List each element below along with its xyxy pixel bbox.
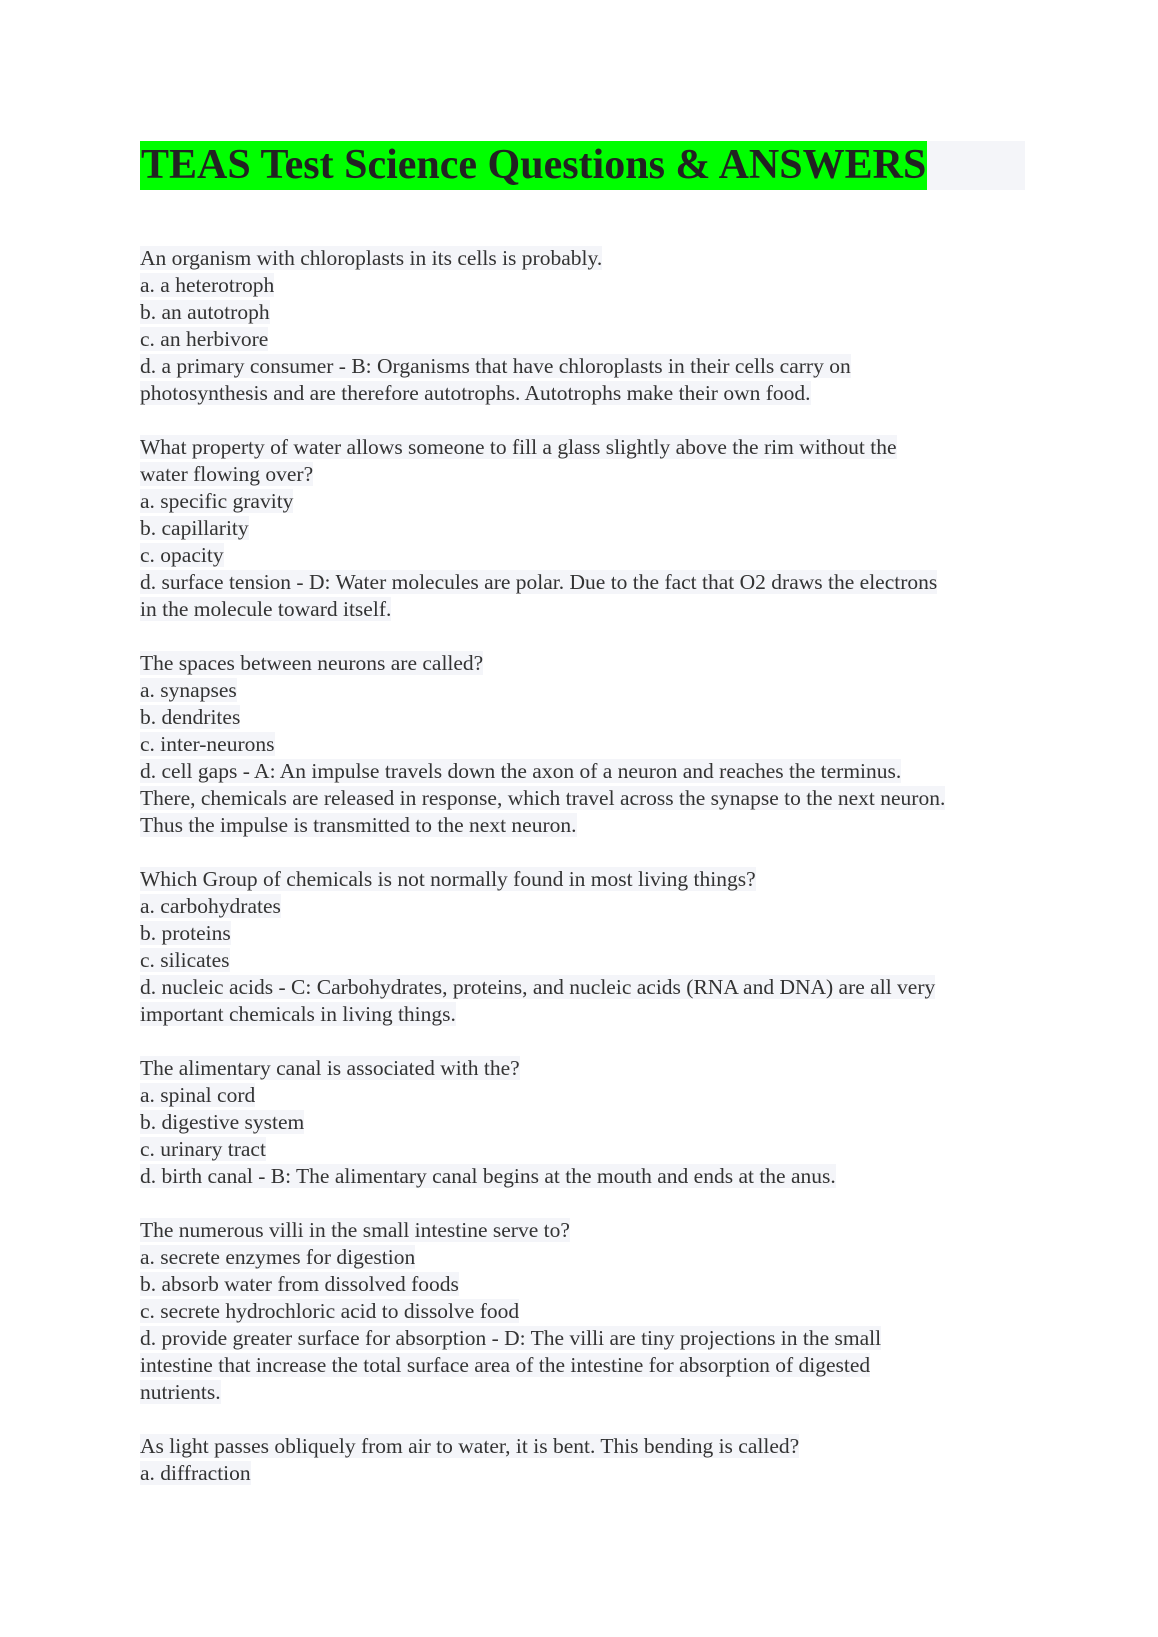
question-text: The numerous villi in the small intestine serve to? [140, 1218, 570, 1242]
answer-explanation: important chemicals in living things. [140, 1002, 456, 1026]
answer-option: c. urinary tract [140, 1137, 266, 1161]
answer-option: c. an herbivore [140, 327, 269, 351]
question-block [140, 650, 1040, 839]
answer-explanation: d. birth canal - B: The alimentary canal begins at the mouth and ends at the anus. [140, 1164, 836, 1188]
question-block [140, 434, 1040, 623]
question-block [140, 1217, 1040, 1406]
answer-explanation: nutrients. [140, 1380, 221, 1404]
document-title: TEAS Test Science Questions & ANSWERS [141, 142, 927, 188]
answer-explanation: intestine that increase the total surface area of the intestine for absorption of digested [140, 1353, 871, 1377]
answer-explanation: in the molecule toward itself. [140, 597, 392, 621]
question-block [140, 866, 1040, 1028]
answer-explanation: photosynthesis and are therefore autotrophs. Autotrophs make their own food. [140, 381, 811, 405]
question-text: An organism with chloroplasts in its cells is probably. [140, 246, 603, 270]
answer-explanation: d. cell gaps - A: An impulse travels down the axon of a neuron and reaches the terminus. [140, 759, 902, 783]
answer-option: a. diffraction [140, 1461, 251, 1485]
question-text: As light passes obliquely from air to water, it is bent. This bending is called? [140, 1434, 800, 1458]
answer-option: b. absorb water from dissolved foods [140, 1272, 459, 1296]
answer-explanation: There, chemicals are released in response, which travel across the synapse to the next neuron. [140, 786, 946, 810]
answer-option: a. carbohydrates [140, 894, 281, 918]
answer-explanation: d. provide greater surface for absorption - D: The villi are tiny projections in the small [140, 1326, 882, 1350]
answer-option: a. spinal cord [140, 1083, 256, 1107]
answer-option: a. secrete enzymes for digestion [140, 1245, 416, 1269]
question-text: The alimentary canal is associated with the? [140, 1056, 520, 1080]
answer-explanation: d. a primary consumer - B: Organisms that have chloroplasts in their cells carry on [140, 354, 851, 378]
answer-option: c. silicates [140, 948, 230, 972]
answer-option: c. opacity [140, 543, 224, 567]
question-block [140, 1055, 1040, 1190]
question-text: Which Group of chemicals is not normally found in most living things? [140, 867, 756, 891]
question-text: The spaces between neurons are called? [140, 651, 484, 675]
title-row [140, 141, 1025, 190]
answer-option: a. specific gravity [140, 489, 294, 513]
answer-explanation: d. surface tension - D: Water molecules are polar. Due to the fact that O2 draws the electrons [140, 570, 938, 594]
answer-option: b. capillarity [140, 516, 249, 540]
answer-option: b. digestive system [140, 1110, 305, 1134]
answer-option: c. secrete hydrochloric acid to dissolve food [140, 1299, 520, 1323]
answer-option: b. an autotroph [140, 300, 270, 324]
answer-option: c. inter-neurons [140, 732, 275, 756]
answer-option: b. dendrites [140, 705, 241, 729]
answer-explanation: d. nucleic acids - C: Carbohydrates, proteins, and nucleic acids (RNA and DNA) are all very [140, 975, 936, 999]
question-text: water flowing over? [140, 462, 314, 486]
answer-option: b. proteins [140, 921, 231, 945]
answer-option: a. a heterotroph [140, 273, 275, 297]
questions-list [140, 245, 1040, 1514]
answer-option: a. synapses [140, 678, 237, 702]
question-block [140, 245, 1040, 407]
question-text: What property of water allows someone to fill a glass slightly above the rim without the [140, 435, 897, 459]
question-block [140, 1433, 1040, 1487]
answer-explanation: Thus the impulse is transmitted to the next neuron. [140, 813, 577, 837]
